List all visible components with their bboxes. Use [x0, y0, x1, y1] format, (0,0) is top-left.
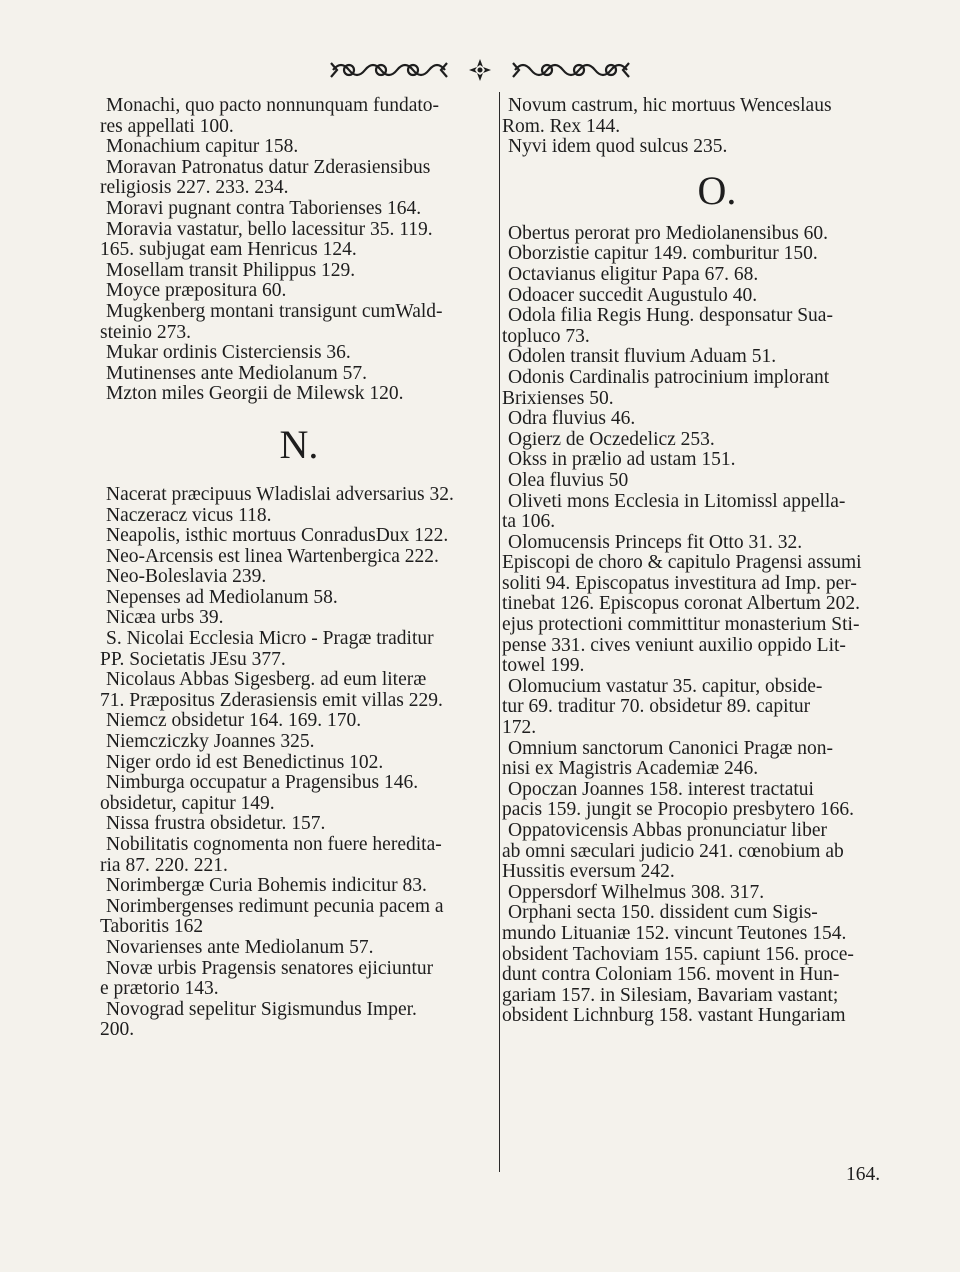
scroll-ornament-right-icon [511, 57, 631, 83]
index-line: Odoacer succedit Augustulo 40. [508, 284, 758, 306]
index-line: Nimburga occupatur a Pragensibus 146. [106, 772, 419, 794]
index-line: Novograd sepelitur Sigismundus Imper. [106, 998, 417, 1020]
index-line: Novarienses ante Mediolanum 57. [106, 936, 374, 958]
index-line: Naczeracz vicus 118. [106, 504, 272, 526]
index-line: Niemcziczky Joannes 325. [106, 731, 315, 753]
index-line: Nissa frustra obsidetur. 157. [106, 813, 326, 835]
header-ornament [0, 50, 960, 90]
index-line: obsident Tachoviam 155. capiunt 156. proce- [502, 943, 854, 965]
index-line: 172. [502, 717, 537, 739]
entries-n [100, 483, 492, 1041]
index-line: pacis 159. jungit se Procopio presbytero 166. [502, 799, 855, 821]
index-line: Octavianus eligitur Papa 67. 68. [508, 263, 759, 285]
entries-n-continued [502, 95, 926, 158]
index-line: Oliveti mons Ecclesia in Litomissl appella- [508, 490, 846, 512]
index-line: Moravi pugnant contra Taborienses 164. [106, 197, 422, 219]
index-line: Nacerat præcipuus Wladislai adversarius 32. [106, 483, 454, 505]
index-line: Nyvi idem quod sulcus 235. [508, 136, 728, 158]
index-line: Niemcz obsidetur 164. 169. 170. [106, 710, 362, 732]
index-line: 200. [100, 1019, 135, 1041]
section-letter-o: O. [697, 167, 737, 213]
index-line: Odra fluvius 46. [508, 408, 636, 430]
index-line: ejus protectioni committitur monasterium Sti- [502, 614, 860, 636]
index-line: soliti 94. Episcopatus investitura ad Imp. per- [502, 572, 857, 594]
index-line: Brixienses 50. [502, 387, 614, 409]
column-divider [499, 92, 500, 1172]
index-line: Olomucium vastatur 35. capitur, obside- [508, 675, 823, 697]
index-line: Okss in prælio ad ustam 151. [508, 449, 736, 471]
index-line: Episcopi de choro & capitulo Pragensi assumi [502, 552, 862, 574]
index-line: Moyce præpositura 60. [106, 280, 287, 302]
index-line: PP. Societatis JEsu 377. [100, 648, 286, 670]
index-line: Olea fluvius 50 [508, 469, 629, 491]
index-line: towel 199. [502, 655, 585, 677]
index-line: Oppersdorf Wilhelmus 308. 317. [508, 881, 765, 903]
fleuron-center-icon [467, 57, 493, 83]
index-line: Nepenses ad Mediolanum 58. [106, 586, 338, 608]
scroll-ornament-left-icon [329, 57, 449, 83]
index-line: e prætorio 143. [100, 978, 219, 1000]
section-letter-n: N. [279, 421, 319, 467]
index-line: Odola filia Regis Hung. desponsatur Sua- [508, 305, 833, 327]
index-line: Nobilitatis cognomenta non fuere heredita- [106, 834, 442, 855]
index-line: tur 69. traditur 70. obsidetur 89. capitur [502, 696, 811, 718]
entries-m [100, 95, 492, 405]
index-line: Opoczan Joannes 158. interest tractatui [508, 778, 814, 800]
index-line: mundo Lituaniæ 152. vincunt Teutones 154. [502, 922, 847, 944]
index-line: tinebat 126. Episcopus coronat Albertum 202. [502, 593, 860, 615]
index-line: Oppatovicensis Abbas pronunciatur liber [508, 820, 827, 841]
page-number: 164. [846, 1164, 881, 1185]
index-line: Moravia vastatur, bello lacessitur 35. 119. [106, 218, 433, 240]
index-line: Nicolaus Abbas Sigesberg. ad eum literæ [106, 669, 427, 691]
index-line: Mosellam transit Philippus 129. [106, 259, 356, 281]
left-column [100, 95, 492, 1041]
index-line: ta 106. [502, 511, 556, 533]
index-line: 71. Præpositus Zderasiensis emit villas 229. [100, 689, 443, 711]
index-line: religiosis 227. 233. 234. [100, 177, 289, 199]
index-line: S. Nicolai Ecclesia Micro - Pragæ traditur [106, 628, 434, 650]
index-line: Mutinenses ante Mediolanum 57. [106, 362, 368, 384]
index-line: pense 331. cives veniunt auxilio oppido Lit- [502, 634, 846, 656]
index-line: Novum castrum, hic mortuus Wenceslaus [508, 95, 832, 116]
index-line: Moravan Patronatus datur Zderasiensibus [106, 156, 431, 178]
index-line: Mugkenberg montani transigunt cumWald- [106, 300, 443, 322]
index-line: Neapolis, isthic mortuus ConradusDux 122. [106, 525, 449, 547]
right-column [502, 95, 926, 1027]
index-line: topluco 73. [502, 325, 590, 347]
index-line: Neo-Boleslavia 239. [106, 566, 267, 588]
index-line: Odolen transit fluvium Aduam 51. [508, 346, 777, 368]
index-line: Nicæa urbs 39. [106, 607, 224, 629]
index-line: res appellati 100. [100, 115, 234, 137]
index-line: ria 87. 220. 221. [100, 854, 228, 876]
index-line: Mukar ordinis Cisterciensis 36. [106, 342, 351, 364]
index-line: Odonis Cardinalis patrocinium implorant [508, 366, 830, 388]
index-line: Mzton miles Georgii de Milewsk 120. [106, 383, 404, 405]
index-line: Ogierz de Oczedelicz 253. [508, 428, 715, 450]
index-line: steinio 273. [100, 321, 191, 343]
index-line: Omnium sanctorum Canonici Pragæ non- [508, 737, 833, 759]
index-line: Monachi, quo pacto nonnunquam fundato- [106, 95, 440, 116]
index-line: Oborzistie capitur 149. comburitur 150. [508, 243, 818, 265]
index-line: Rom. Rex 144. [502, 115, 621, 137]
index-line: gariam 157. in Silesiam, Bavariam vastant; [502, 984, 839, 1006]
index-line: Olomucensis Princeps fit Otto 31. 32. [508, 531, 803, 553]
index-line: obsident Lichnburg 158. vastant Hungariam [502, 1005, 846, 1027]
index-line: ab omni sæculari judicio 241. cœnobium ab [502, 840, 844, 862]
index-line: Monachium capitur 158. [106, 136, 299, 158]
index-line: Norimbergæ Curia Bohemis indicitur 83. [106, 875, 427, 897]
index-line: Neo-Arcensis est linea Wartenbergica 222. [106, 545, 439, 567]
index-line: Orphani secta 150. dissident cum Sigis- [508, 902, 818, 924]
index-line: Taboritis 162 [100, 916, 204, 938]
index-line: Hussitis eversum 242. [502, 861, 675, 883]
index-line: 165. subjugat eam Henricus 124. [100, 239, 357, 261]
index-line: dunt contra Coloniam 156. movent in Hun- [502, 964, 840, 986]
index-line: Obertus perorat pro Mediolanensibus 60. [508, 222, 829, 244]
index-line: Niger ordo id est Benedictinus 102. [106, 751, 384, 773]
index-line: Norimbergenses redimunt pecunia pacem a [106, 895, 444, 917]
index-line: Novæ urbis Pragensis senatores ejiciuntur [106, 957, 434, 979]
entries-o [502, 222, 926, 1027]
index-line: nisi ex Magistris Academiæ 246. [502, 758, 759, 780]
index-line: obsidetur, capitur 149. [100, 792, 275, 814]
